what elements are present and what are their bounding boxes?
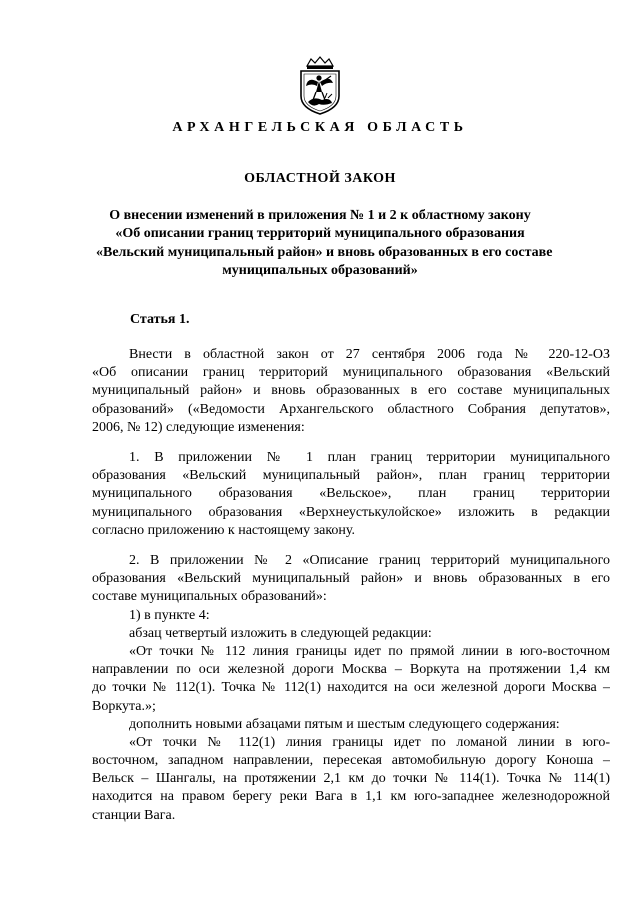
text-line: образования «Вельский муниципальный район», план границ территории [92, 468, 610, 484]
text-line: согласно приложению к настоящему закону. [92, 522, 356, 538]
text-line: «От точки № 112 линия границы идет по прямой линии в юго-восточном [129, 643, 610, 659]
text-line: до точки № 112(1). Точка № 112(1) находится на оси железной дороги Москва – [92, 680, 610, 696]
text-line: направлении по оси железной дороги Москва – Воркута на протяжении 1,4 км [92, 662, 610, 678]
law-title [96, 207, 553, 281]
text-line: дополнить новыми абзацами пятым и шестым следующего содержания: [129, 716, 560, 732]
text-line: образования «Вельский муниципальный район» и вновь образованных в его [92, 571, 610, 587]
law-title-line: муниципальных образований» [222, 263, 418, 279]
law-title-line: О внесении изменений в приложения № 1 и 2 к областному закону [109, 208, 531, 223]
text-line: находится на правом берегу реки Вага в 1,1 км юго-западнее железнодорожной [92, 789, 610, 805]
text-line: Вельск – Шангалы, на протяжении 2,1 км до точки № 114(1). Точка № 114(1) [92, 771, 610, 787]
text-line: 1. В приложении № 1 план границ территории муниципального [129, 450, 610, 465]
text-line: Внести в областной закон от 27 сентября 2006 года № 220-12-ОЗ [129, 347, 610, 362]
text-line: 2006, № 12) следующие изменения: [92, 419, 305, 435]
law-title-line: «Об описании границ территорий муниципального образования [115, 226, 525, 242]
text-line: Воркута.»; [92, 698, 156, 714]
intro-paragraph [92, 346, 610, 437]
text-line: абзац четвертый изложить в следующей редакции: [129, 625, 432, 641]
region-name: АРХАНГЕЛЬСКАЯ ОБЛАСТЬ [172, 120, 468, 135]
text-line: составе муниципальных образований»: [92, 589, 327, 605]
item-2-paragraph [92, 552, 610, 825]
text-line: муниципального образования «Вельское», план границ территории [92, 486, 610, 502]
text-line: «Об описании границ территорий муниципального образования «Вельский [92, 365, 610, 381]
text-line: восточном, западном направлении, пересекая автомобильную дорогу Коноша – [92, 753, 610, 769]
text-line: образований» («Ведомости Архангельского областного Собрания депутатов», [92, 401, 610, 417]
item-1-paragraph [92, 449, 610, 540]
text-line: 2. В приложении № 2 «Описание границ территорий муниципального [129, 553, 610, 568]
text-line: муниципальный район» и вновь образованных в его составе муниципальных [92, 383, 610, 399]
text-line: станции Вага. [92, 807, 176, 823]
text-line: 1) в пункте 4: [129, 607, 210, 623]
text-line: «От точки № 112(1) линия границы идет по ломаной линии в юго- [129, 734, 610, 750]
law-type-heading: ОБЛАСТНОЙ ЗАКОН [244, 171, 396, 186]
coat-of-arms-emblem [292, 56, 348, 116]
article-heading: Статья 1. [130, 312, 190, 327]
law-title-line: «Вельский муниципальный район» и вновь образованных в его составе [96, 244, 553, 260]
text-line: муниципального образования «Верхнеустькулойское» изложить в редакции [92, 504, 610, 520]
